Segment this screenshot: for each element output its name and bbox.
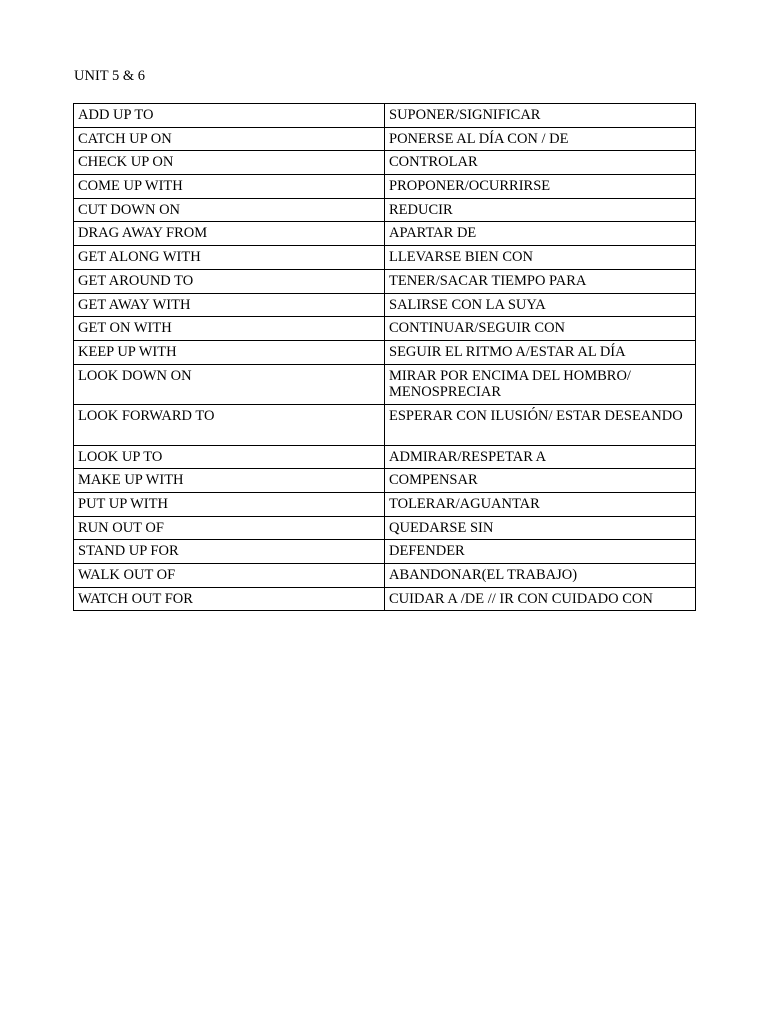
table-row [74,246,696,270]
table-row [74,340,696,364]
phrasal-verb-cell: RUN OUT OF [74,516,385,540]
phrasal-verb-cell: CATCH UP ON [74,127,385,151]
phrasal-verb-cell: LOOK FORWARD TO [74,405,385,446]
translation-cell: DEFENDER [385,540,696,564]
translation-cell: CONTINUAR/SEGUIR CON [385,317,696,341]
table-row [74,492,696,516]
translation-cell: QUEDARSE SIN [385,516,696,540]
table-row [74,127,696,151]
table-row [74,198,696,222]
page-title: UNIT 5 & 6 [74,68,146,84]
phrasal-verb-cell: CUT DOWN ON [74,198,385,222]
translation-cell: ESPERAR CON ILUSIÓN/ ESTAR DESEANDO [385,405,696,446]
phrasal-verb-cell: ADD UP TO [74,104,385,128]
translation-cell: COMPENSAR [385,469,696,493]
table-row [74,269,696,293]
phrasal-verb-cell: GET AWAY WITH [74,293,385,317]
table-row [74,104,696,128]
phrasal-verb-cell: LOOK DOWN ON [74,364,385,405]
table-row [74,175,696,199]
phrasal-verb-cell: PUT UP WITH [74,492,385,516]
table-row [74,540,696,564]
phrasal-verb-cell: CHECK UP ON [74,151,385,175]
phrasal-verb-cell: STAND UP FOR [74,540,385,564]
translation-cell: CUIDAR A /DE // IR CON CUIDADO CON [385,587,696,611]
table-row [74,151,696,175]
table-row [74,445,696,469]
translation-cell: TENER/SACAR TIEMPO PARA [385,269,696,293]
phrasal-verb-cell: WALK OUT OF [74,564,385,588]
table-row [74,469,696,493]
phrasal-verb-cell: LOOK UP TO [74,445,385,469]
phrasal-verb-cell: COME UP WITH [74,175,385,199]
phrasal-verb-cell: GET AROUND TO [74,269,385,293]
translation-cell: REDUCIR [385,198,696,222]
translation-cell: TOLERAR/AGUANTAR [385,492,696,516]
table-row [74,317,696,341]
translation-cell: APARTAR DE [385,222,696,246]
phrasal-verb-cell: DRAG AWAY FROM [74,222,385,246]
table-row [74,564,696,588]
translation-cell: PROPONER/OCURRIRSE [385,175,696,199]
translation-cell: SEGUIR EL RITMO A/ESTAR AL DÍA [385,340,696,364]
translation-cell: SALIRSE CON LA SUYA [385,293,696,317]
table-row [74,405,696,446]
translation-cell: SUPONER/SIGNIFICAR [385,104,696,128]
table-row [74,293,696,317]
table-row [74,364,696,405]
phrasal-verb-cell: WATCH OUT FOR [74,587,385,611]
table-row [74,222,696,246]
phrasal-verbs-table [73,103,696,611]
translation-cell: ABANDONAR(EL TRABAJO) [385,564,696,588]
translation-cell: CONTROLAR [385,151,696,175]
translation-cell: ADMIRAR/RESPETAR A [385,445,696,469]
translation-cell: MIRAR POR ENCIMA DEL HOMBRO/ MENOSPRECIAR [385,364,696,405]
phrasal-verb-cell: GET ON WITH [74,317,385,341]
phrasal-verb-cell: KEEP UP WITH [74,340,385,364]
phrasal-verb-cell: GET ALONG WITH [74,246,385,270]
translation-cell: PONERSE AL DÍA CON / DE [385,127,696,151]
translation-cell: LLEVARSE BIEN CON [385,246,696,270]
table-row [74,587,696,611]
table-row [74,516,696,540]
phrasal-verb-cell: MAKE UP WITH [74,469,385,493]
